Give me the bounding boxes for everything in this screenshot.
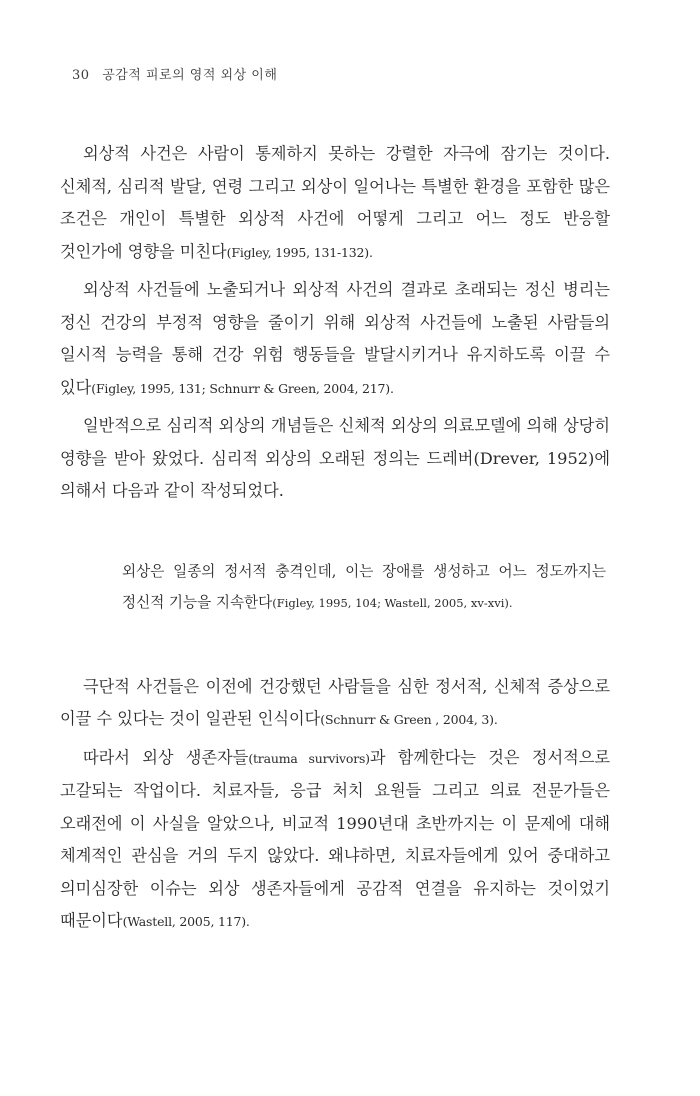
paragraph-4	[60, 671, 610, 737]
paragraph-5-text-before: 따라서 외상 생존자들	[83, 747, 249, 767]
paragraph-2-text: 외상적 사건들에 노출되거나 외상적 사건의 결과로 초래되는 정신 병리는 정신 건강의 부정적 영향을 줄이기 위해 외상적 사건들에 노출된 사람들의 일시적 능력을 통해 건강 위험 행동들을 발달시키거나 유지하도록 이끌 수 있다	[60, 280, 610, 397]
paragraph-3	[60, 410, 610, 508]
block-quote	[60, 556, 610, 619]
paragraph-5	[60, 742, 610, 939]
citation: (Figley, 1995, 131-132).	[226, 244, 373, 260]
running-header	[72, 64, 277, 83]
block-quote-text: 외상은 일종의 정서적 충격인데, 이는 장애를 생성하고 어느 정도까지는 정신적 기능을 지속한다	[122, 562, 606, 611]
paragraph-4-text: 극단적 사건들은 이전에 건강했던 사람들을 심한 정서적, 신체적 증상으로 이끌 수 있다는 것이 일관된 인식이다	[60, 676, 610, 728]
english-term: (trauma survivors)	[248, 750, 370, 766]
citation: (Figley, 1995, 131; Schnurr & Green, 2004, 217).	[91, 380, 394, 396]
citation: (Schnurr & Green , 2004, 3).	[320, 712, 498, 727]
page-number: 30	[72, 68, 90, 83]
paragraph-1	[60, 138, 610, 269]
citation: (Wastell, 2005, 117).	[122, 914, 250, 929]
paragraph-2	[60, 274, 610, 405]
page-body	[60, 138, 610, 939]
citation: (Figley, 1995, 104; Wastell, 2005, xv-xvi).	[272, 595, 513, 610]
paragraph-1-text: 외상적 사건은 사람이 통제하지 못하는 강렬한 자극에 잠기는 것이다. 신체적, 심리적 발달, 연령 그리고 외상이 일어나는 특별한 환경을 포함한 많은 조건은 개인이 특별한 외상적 사건에 어떻게 그리고 어느 정도 반응할 것인가에 영향을 미친다	[60, 144, 610, 261]
paragraph-3-text: 일반적으로 심리적 외상의 개념들은 신체적 외상의 의료모델에 의해 상당히 영향을 받아 왔었다. 심리적 외상의 오래된 정의는 드레버(Drever, 1952)에 의해서 다음과 같이 작성되었다.	[60, 416, 610, 500]
book-title: 공감적 피로의 영적 외상 이해	[102, 68, 278, 83]
paragraph-5-text-after: 과 함께한다는 것은 정서적으로 고갈되는 작업이다. 치료자들, 응급 처치 요원들 그리고 의료 전문가들은 오래전에 이 사실을 알았으나, 비교적 1990년대 초반까지는 이 문제에 대해 체계적인 관심을 거의 두지 않았다. 왜냐하면, 치료자들에게 있어 중대하고 의미심장한 이슈는 외상 생존자들에게 공감적 연결을 유지하는 것이었기 때문이다	[60, 747, 611, 930]
